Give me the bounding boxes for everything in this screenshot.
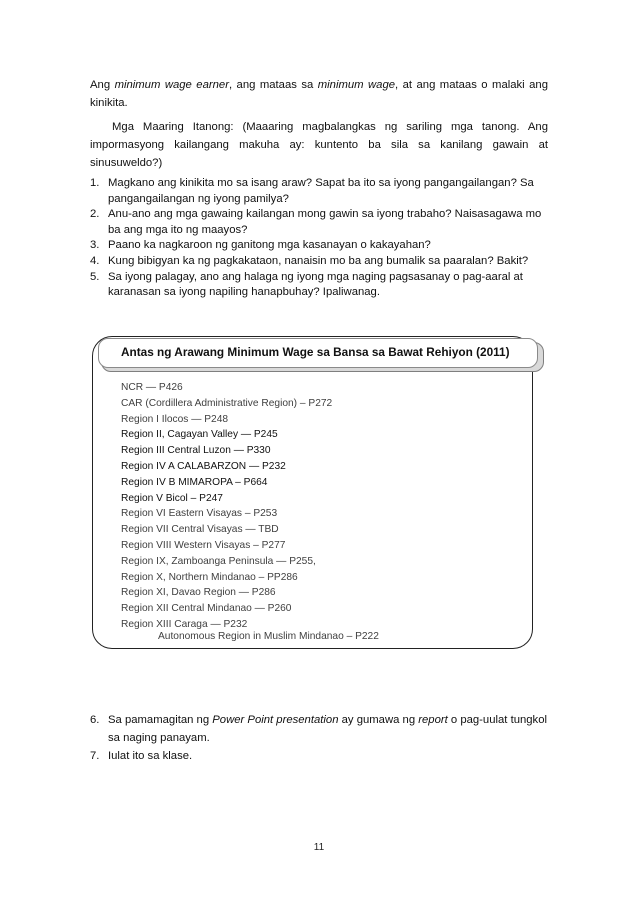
intro-text: , ang mataas sa [228,79,318,91]
region-wage-item: Region IV A CALABARZON — P232 [121,460,286,472]
question-number: 3. [90,239,100,252]
question-text: Sa iyong palagay, ano ang halaga ng iyong mga naging pagsasanay o pag-aaral at karanasan sa iyong napiling hanapbuhay? Ipaliwanag. [108,270,523,299]
question-text: Anu-ano ang mga gawaing kailangan mong gawin sa iyong trabaho? Naisasagawa mo ba ang mga ito ng maayos? [108,208,542,236]
question-text: Paano ka nagkaroon ng ganitong mga kasanayan o kakayahan? [108,239,431,252]
question-item [90,207,550,238]
step-item [90,711,550,747]
question-item [90,176,550,207]
region-wage-item: NCR — P426 [121,382,183,393]
intro-text: Ang [90,79,115,91]
question-number: 2. [90,208,100,221]
region-wage-item: CAR (Cordillera Administrative Region) – P272 [121,397,333,409]
region-wage-item: Region VIII Western Visayas – P277 [121,539,286,551]
question-text: Kung bibigyan ka ng pagkakataon, nanaisin mo ba ang bumalik sa paaralan? Bakit? [108,254,529,267]
step-text: ay gumawa ng [338,714,419,726]
minimum-wage-box-title: Antas ng Arawang Minimum Wage sa Bansa sa Bawat Rehiyon (2011) [98,338,538,368]
region-wage-item: Region XI, Davao Region — P286 [121,587,276,599]
question-number: 4. [90,254,100,267]
step-number: 6. [90,714,100,726]
region-wage-item: Region XII Central Mindanao — P260 [121,603,292,615]
question-item [90,270,550,301]
step-text: Sa pamamagitan ng [108,714,213,726]
question-item [90,238,550,254]
region-wage-item: Region II, Cagayan Valley — P245 [121,429,278,441]
step-emphasis: report [418,714,448,726]
step-text: o pag-uulat tungkol sa naging panayam. [108,714,547,744]
question-number: 5. [90,270,100,283]
interview-questions-list [90,176,550,301]
intro-text: , at ang mataas o malaki ang kinikita. [90,79,548,109]
region-wage-item: Region IV B MIMAROPA – P664 [121,476,268,488]
step-number: 7. [90,750,100,762]
intro-paragraph [90,76,548,112]
region-wage-item: Region I Ilocos — P248 [121,413,229,425]
region-wage-item: Region III Central Luzon — P330 [121,445,271,457]
intro-emphasis: minimum wage [317,79,396,91]
question-number: 1. [90,177,100,189]
possible-questions-paragraph: Mga Maaring Itanong: (Maaaring magbalangkas ng sariling mga tanong. Ang impormasyong kailangang makuha ay: kuntento ba sila sa kanilang gawain at sinusuweldo?) [90,121,548,169]
page-number: 11 [313,842,325,853]
intro-emphasis: minimum wage earner [114,79,229,91]
step-item [90,747,550,765]
region-wage-item: Region X, Northern Mindanao – PP286 [121,571,298,583]
question-text: Magkano ang kinikita mo sa isang araw? Sapat ba ito sa iyong pangangailangan? Sa pangangailangan ng iyong pamilya? [108,177,534,205]
region-wage-item: Region XIII Caraga — P232 [121,618,248,630]
question-item [90,254,550,270]
region-wage-list [121,380,332,633]
step-emphasis: Power Point presentation [212,714,339,726]
step-text: Iulat ito sa klase. [108,750,193,762]
region-wage-item: Region VII Central Visayas — TBD [121,524,279,536]
region-wage-item: Region VI Eastern Visayas – P253 [121,508,278,520]
activity-steps-list [90,711,550,765]
region-wage-item: Region V Bicol – P247 [121,492,223,504]
region-wage-item: Region IX, Zamboanga Peninsula — P255, [121,555,316,567]
armm-wage-item: Autonomous Region in Muslim Mindanao – P222 [158,631,379,642]
